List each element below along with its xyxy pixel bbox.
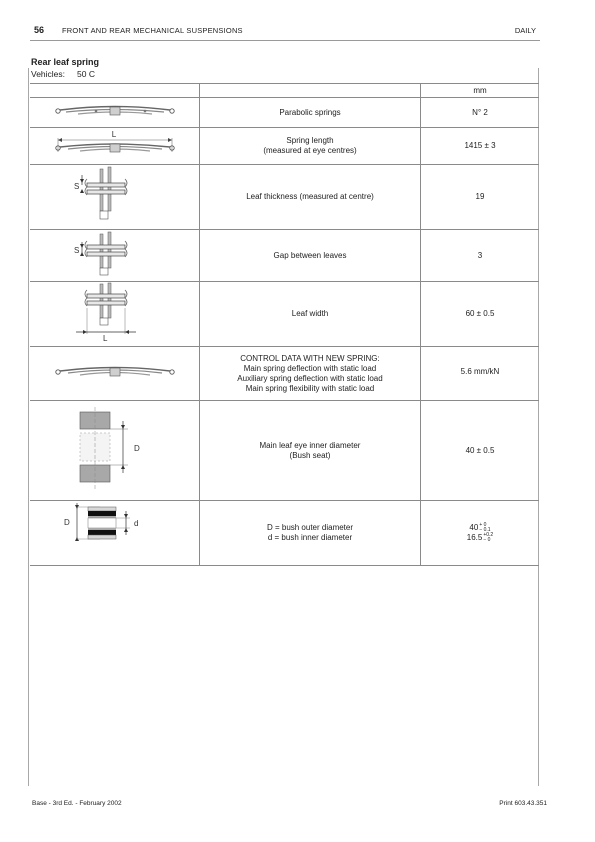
left-margin-rule <box>28 68 29 786</box>
table-row <box>30 230 539 282</box>
page-header <box>30 22 540 41</box>
row-value: 5.6 mm/kN <box>421 347 540 401</box>
gap-dimension-label: S <box>74 246 80 255</box>
bush-values <box>421 501 540 566</box>
bush-outer-desc: D = bush outer diameter <box>266 523 354 532</box>
table-header-row <box>30 84 539 98</box>
diameter-dimension-label: D <box>134 444 140 453</box>
section-title: Rear leaf spring <box>31 57 100 67</box>
table-row <box>30 501 539 566</box>
bush-inner-value: 16.5 +0.2 − 0 <box>466 532 494 543</box>
footer-print-code: Print 603.43.351 <box>499 800 547 807</box>
bush-inner-label: d <box>134 519 139 528</box>
unit-header: mm <box>421 84 540 98</box>
control-spring-figure <box>30 347 200 401</box>
vehicles-value: 50 C <box>77 69 95 79</box>
table-row <box>30 98 539 128</box>
page-number: 56 <box>34 25 45 35</box>
vehicles-label: Vehicles: <box>31 69 66 79</box>
vehicles-line <box>31 69 95 79</box>
table-row <box>30 347 539 401</box>
bush-descriptions <box>200 501 421 566</box>
row-description: Leaf thickness (measured at centre) <box>200 165 421 230</box>
footer-edition: Base - 3rd Ed. - February 2002 <box>32 800 122 807</box>
spring-length-figure <box>30 128 200 165</box>
spec-table <box>30 83 539 566</box>
leaf-thickness-figure <box>30 165 200 230</box>
table-row <box>30 165 539 230</box>
row-value: N° 2 <box>421 98 540 128</box>
bush-outer-value: 40 + 0 − 0.1 <box>469 521 491 533</box>
thickness-dimension-label: S <box>74 182 80 191</box>
length-dimension-label: L <box>111 130 117 139</box>
leaf-gap-figure <box>30 230 200 282</box>
bush-outer-label: D <box>64 518 70 527</box>
bush-figure <box>30 501 200 566</box>
row-description: Leaf width <box>200 282 421 347</box>
spring-side-figure <box>30 98 200 128</box>
row-value: 3 <box>421 230 540 282</box>
row-value: 19 <box>421 165 540 230</box>
row-description: Spring length (measured at eye centres) <box>200 128 421 165</box>
header-title: FRONT AND REAR MECHANICAL SUSPENSIONS <box>62 26 243 35</box>
header-model: DAILY <box>514 26 536 35</box>
row-description: Gap between leaves <box>200 230 421 282</box>
table-row <box>30 401 539 501</box>
table-row <box>30 128 539 165</box>
row-description: Parabolic springs <box>200 98 421 128</box>
eye-diameter-figure <box>30 401 200 501</box>
table-row <box>30 282 539 347</box>
leaf-width-figure <box>30 282 200 347</box>
width-dimension-label: L <box>103 334 108 343</box>
row-value: 1415 ± 3 <box>421 128 540 165</box>
control-title: CONTROL DATA WITH NEW SPRING: <box>240 354 380 363</box>
row-value: 40 ± 0.5 <box>421 401 540 501</box>
row-value: 60 ± 0.5 <box>421 282 540 347</box>
bush-inner-desc: d = bush inner diameter <box>267 533 353 542</box>
row-description: Main leaf eye inner diameter (Bush seat) <box>200 401 421 501</box>
control-data-description: CONTROL DATA WITH NEW SPRING: Main spring deflection with static load Auxiliary spring deflection with static load Main spring flexibility with static load <box>200 347 421 401</box>
